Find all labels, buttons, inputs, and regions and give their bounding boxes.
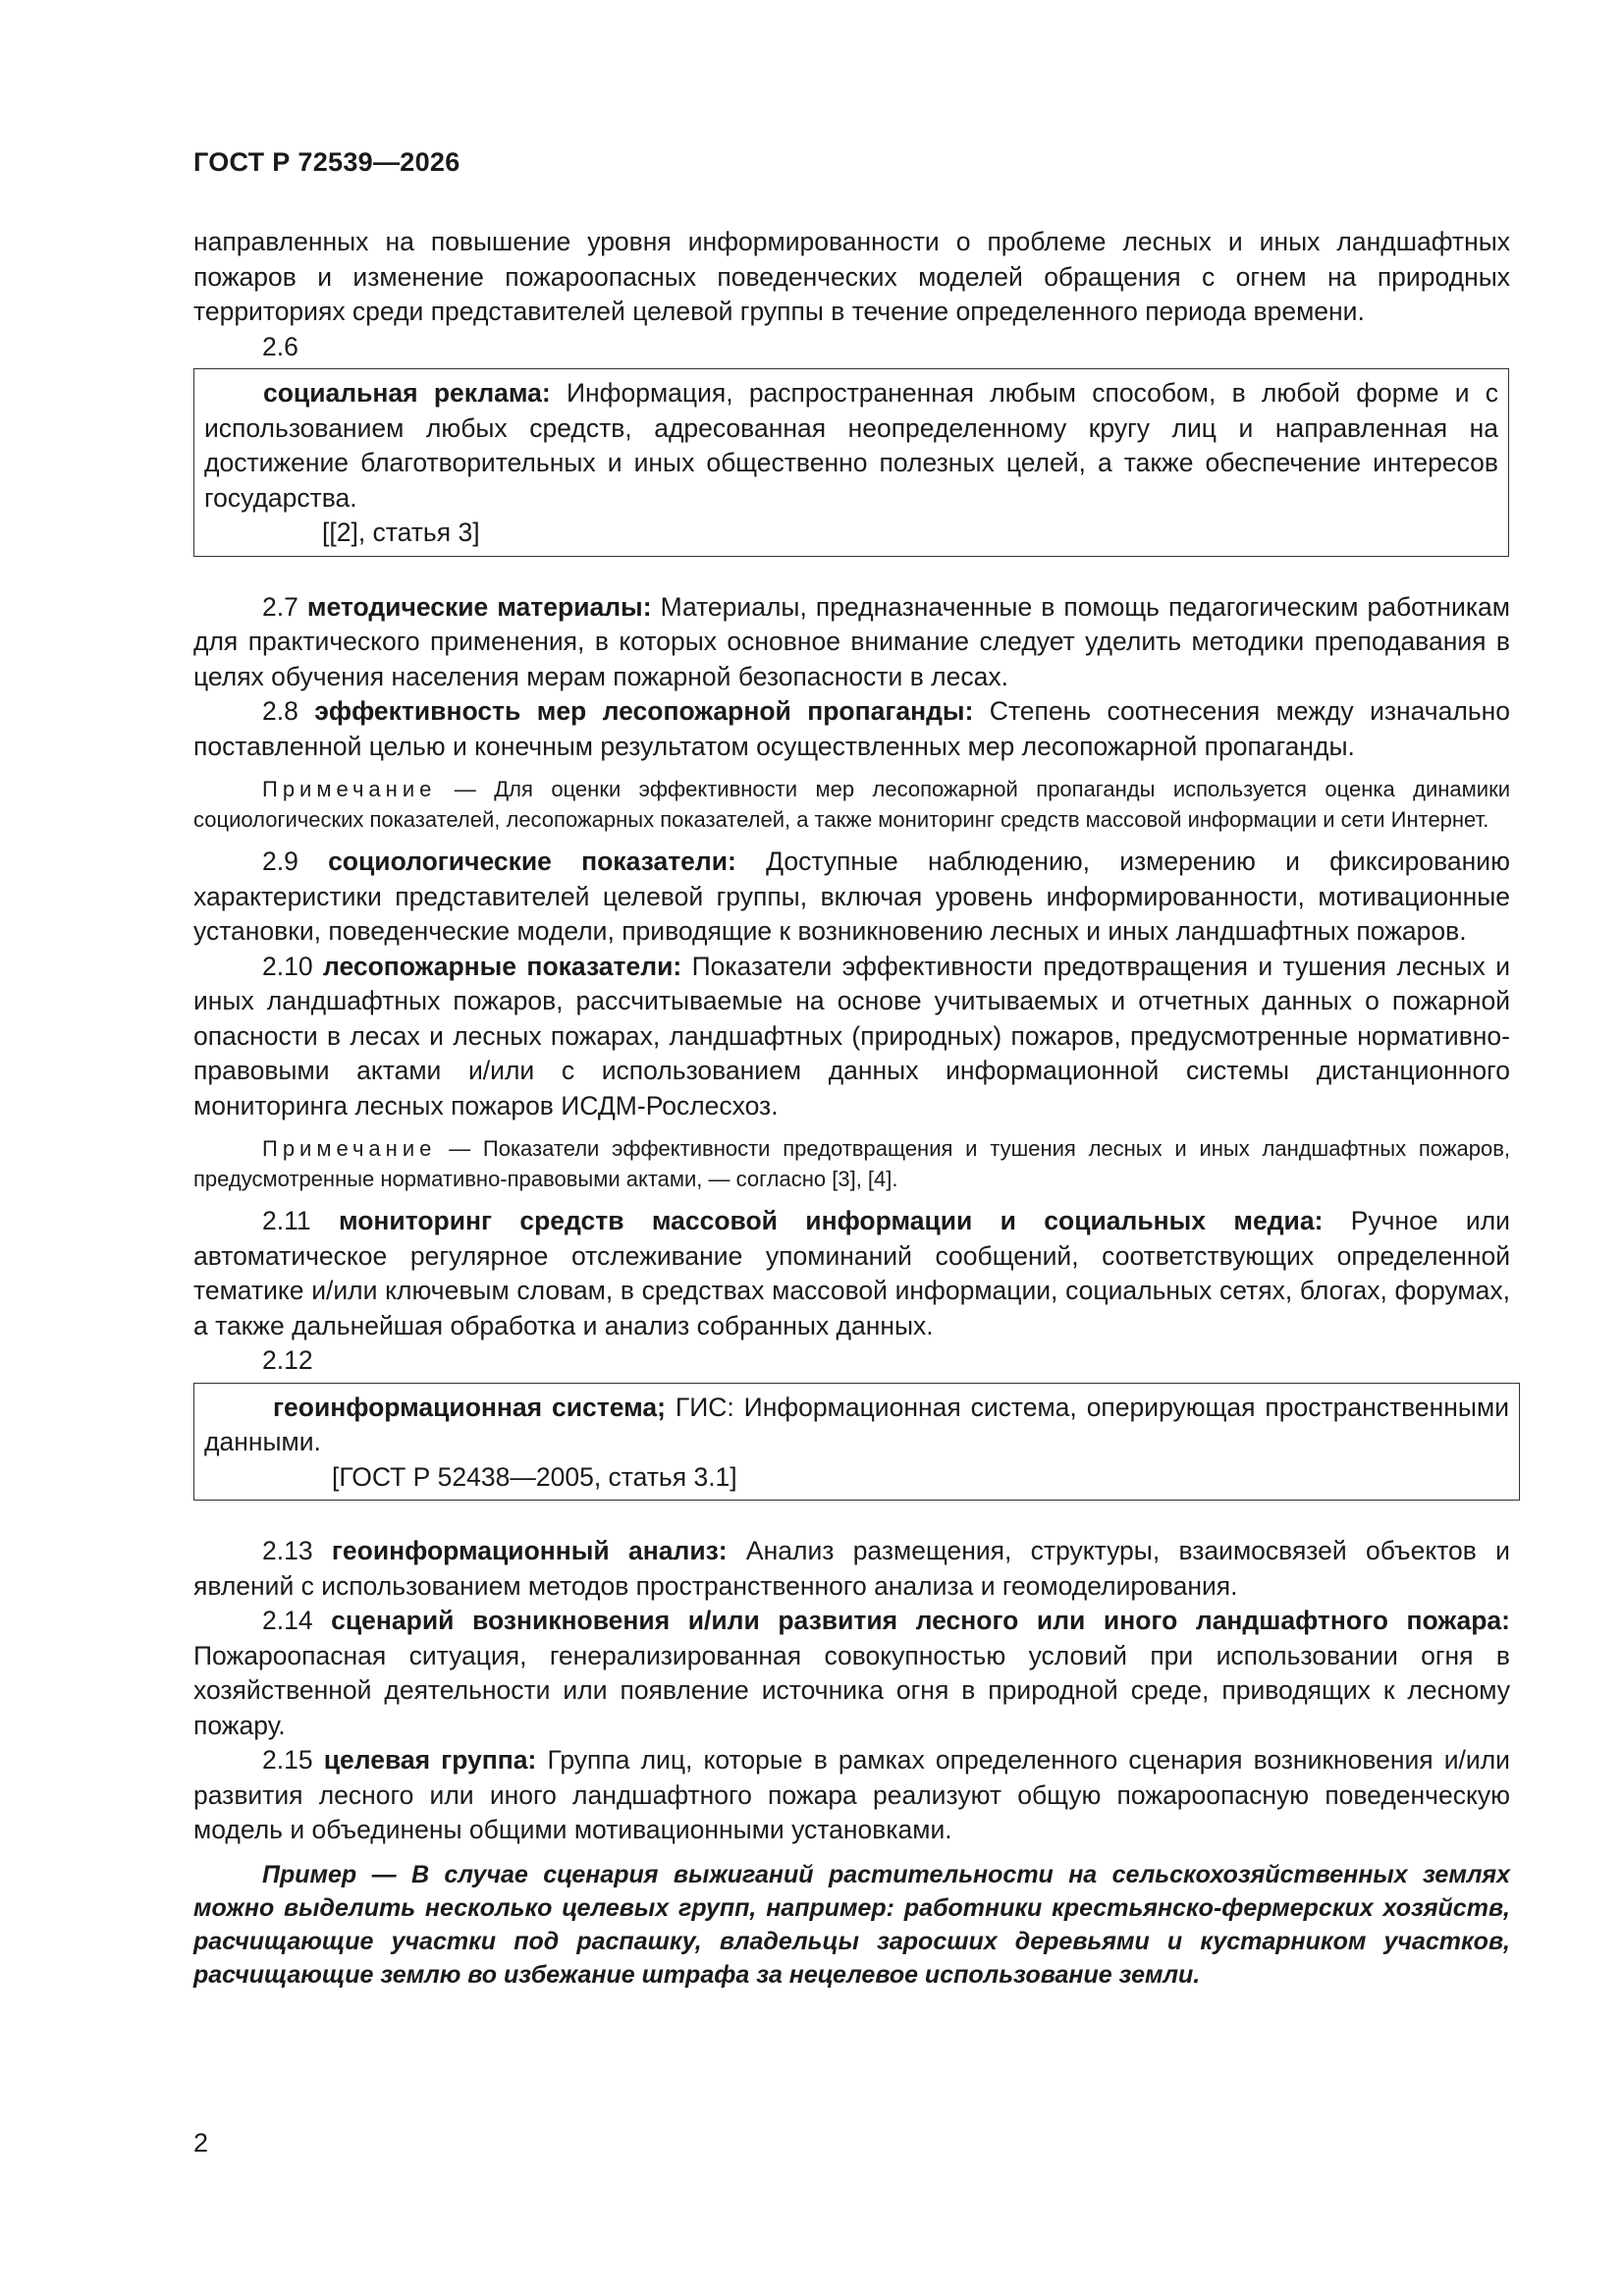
- term-2-10: лесопожарные показатели:: [322, 951, 682, 981]
- clause-number-2-15: 2.15: [262, 1745, 313, 1775]
- term-2-12: геоинформационная система;: [273, 1392, 666, 1422]
- term-2-9: социологические показатели:: [328, 847, 736, 876]
- definition-text-2-15: Группа лиц, которые в рамках определенного сценария возникновения и/или развития лесного или иного ландшафтного пожара реализуют общую пожароопасную поведенческую модель и объединены общими мотивационными установками.: [193, 1745, 1510, 1844]
- definition-text-2-13: Анализ размещения, структуры, взаимосвязей объектов и явлений с использованием методов пространственного анализа и геомоделирования.: [193, 1536, 1510, 1601]
- clause-number-2-9: 2.9: [262, 847, 298, 876]
- note-text-2-10: — Показатели эффективности предотвращения и тушения лесных и иных ландшафтных пожаров, предусмотренные нормативно-правовыми актами, — согласно [3], [4].: [193, 1136, 1510, 1191]
- definition-2-6: [204, 376, 1498, 516]
- clause-number-2-7: 2.7: [262, 591, 298, 622]
- definition-2-9: [193, 845, 1510, 950]
- definition-box-2-6: [193, 368, 1509, 557]
- example-2-15: Пример — В случае сценария выжиганий растительности на сельскохозяйственных землях можно выделить несколько целевых групп, например: работники крестьянско-фермерских хозяйств, расчищающие участки под распашку, владельцы заросших деревьями и кустарником участков, расчищающие землю во избежание штрафа за нецелевое использование земли.: [193, 1860, 1510, 1989]
- definition-text-2-14: Пожароопасная ситуация, генерализированная совокупностью условий при использовании огня в хозяйственной деятельности или появление источника огня в природной среде, приводящих к лесному пожару.: [193, 1640, 1510, 1740]
- definition-text-2-6: Информация, распространенная любым способом, в любой форме и с использованием любых средств, адресованная неопределенному кругу лиц и направленная на достижение благотворительных и иных общественно полезных целей, а также обеспечение интересов государства.: [204, 378, 1499, 513]
- page-number: 2: [193, 2128, 209, 2158]
- definition-2-13: [193, 1534, 1510, 1604]
- note-label-2-10: Примечание: [262, 1136, 437, 1161]
- clause-number-2-8: 2.8: [262, 696, 298, 726]
- definition-box-2-12: [193, 1383, 1520, 1502]
- definition-text-2-9: Доступные наблюдению, измерению и фиксированию характеристики представителей целевой группы, включая уровень информированности, мотивационные установки, поведенческие модели, приводящие к возникновению лесных и иных ландшафтных пожаров.: [193, 847, 1510, 946]
- term-2-6: социальная реклама:: [263, 378, 551, 408]
- term-2-8: эффективность мер лесопожарной пропаганды:: [314, 696, 974, 726]
- clause-number-2-12: 2.12: [262, 1345, 313, 1375]
- note-2-8: [193, 774, 1510, 835]
- definition-2-7: [193, 590, 1510, 695]
- definition-text-2-11: Ручное или автоматическое регулярное отслеживание упоминаний сообщений, соответствующих определенной тематике и/или ключевым словам, в средствах массовой информации, социальных сетях, блогах, форумах, а также дальнейшая обработка и анализ собранных данных.: [193, 1206, 1510, 1340]
- definition-2-15: [193, 1743, 1510, 1848]
- clause-number-2-13: 2.13: [262, 1536, 313, 1565]
- clause-number-2-11: 2.11: [262, 1206, 311, 1235]
- term-2-14: сценарий возникновения и/или развития лесного или иного ландшафтного пожара:: [331, 1606, 1510, 1635]
- source-2-6: [[2], статья 3]: [322, 518, 480, 547]
- term-2-7: методические материалы:: [306, 591, 652, 622]
- source-2-12: [ГОСТ Р 52438—2005, статья 3.1]: [332, 1461, 737, 1492]
- definition-2-12: [204, 1391, 1509, 1460]
- clause-number-2-6: 2.6: [262, 331, 298, 361]
- term-2-13: геоинформационный анализ:: [331, 1536, 728, 1565]
- definition-2-8: [193, 694, 1510, 764]
- clause-number-2-10: 2.10: [262, 951, 313, 981]
- term-2-11: мониторинг средств массовой информации и социальных медиа:: [338, 1206, 1324, 1235]
- note-2-10: [193, 1133, 1510, 1194]
- note-label-2-8: Примечание: [262, 777, 437, 801]
- definition-2-11: [193, 1204, 1510, 1343]
- term-2-15: целевая группа:: [323, 1745, 537, 1775]
- note-text-2-8: — Для оценки эффективности мер лесопожарной пропаганды используется оценка динамики социологических показателей, лесопожарных показателей, а также мониторинг средств массовой информации и сети Интернет.: [193, 777, 1510, 832]
- definition-text-2-12: ГИС: Информационная система, оперирующая пространственными данными.: [204, 1392, 1509, 1456]
- clause-number-2-14: 2.14: [262, 1606, 313, 1635]
- definition-2-14: [193, 1604, 1510, 1743]
- definition-text-2-10: Показатели эффективности предотвращения и тушения лесных и иных ландшафтных пожаров, рассчитываемые на основе учитываемых и отчетных данных о пожарной опасности в лесах и лесных пожарах, ландшафтных (природных) пожаров, предусмотренные нормативно-правовыми актами и/или с использованием данных информационной системы дистанционного мониторинга лесных пожаров ИСДМ-Рослесхоз.: [193, 951, 1510, 1121]
- standard-header: ГОСТ Р 72539—2026: [193, 147, 460, 177]
- document-body: [193, 225, 1510, 1992]
- definition-text-2-7: Материалы, предназначенные в помощь педагогическим работникам для практического применения, в которых основное внимание следует уделить методики преподавания в целях обучения населения мерам пожарной безопасности в лесах.: [193, 591, 1510, 691]
- continuation-paragraph: направленных на повышение уровня информированности о проблеме лесных и иных ландшафтных пожаров и изменение пожароопасных поведенческих моделей обращения с огнем на природных территориях среди представителей целевой группы в течение определенного периода времени.: [193, 227, 1510, 326]
- definition-2-10: [193, 950, 1510, 1124]
- definition-text-2-8: Степень соотнесения между изначально поставленной целью и конечным результатом осуществленных мер лесопожарной пропаганды.: [193, 696, 1510, 761]
